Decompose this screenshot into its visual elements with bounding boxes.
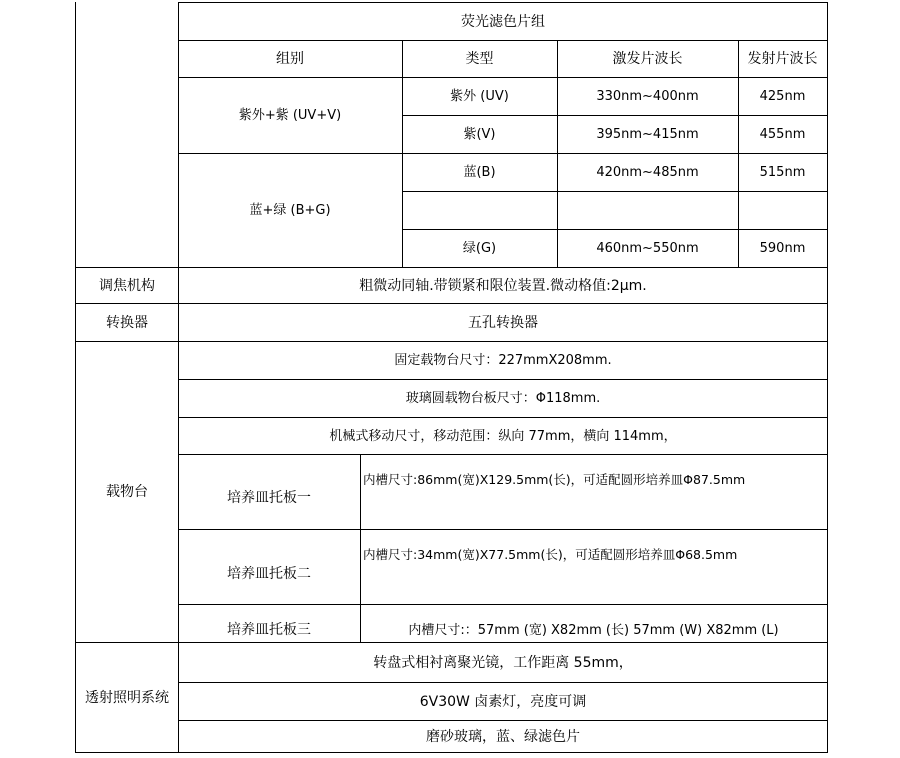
holder-name: 培养皿托板一 (227, 490, 311, 506)
holder-value: 内槽尺寸:86mm(宽)X129.5mm(长)，可适配圆形培养皿Φ87.5mm (363, 471, 746, 487)
rule (178, 529, 828, 530)
type-cell: 紫外 (UV) (450, 89, 509, 104)
value-focus: 粗微动同轴.带锁紧和限位装置.微动格值:2μm. (359, 277, 647, 294)
header-emission: 发射片波长 (747, 51, 818, 67)
rule (75, 752, 828, 753)
holder-value: 内槽尺寸:：57mm (宽) X82mm (长) 57mm (W) X82mm (L) (408, 622, 779, 638)
holder-value: 内槽尺寸:34mm(宽)X77.5mm(长)，可适配圆形培养皿Φ68.5mm (363, 546, 738, 562)
stage-fixed-size: 固定载物台尺寸：227mmX208mm. (394, 353, 612, 368)
type-cell: 绿(G) (462, 241, 497, 256)
illumination-item: 6V30W 卤素灯，亮度可调 (419, 693, 587, 710)
holder-name: 培养皿托板二 (227, 566, 311, 582)
label-illumination: 透射照明系统 (85, 689, 169, 706)
filters-title: 荧光滤色片组 (461, 13, 545, 30)
label-stage: 载物台 (106, 484, 148, 500)
excitation-cell: 330nm~400nm (596, 89, 699, 104)
header-excitation: 激发片波长 (612, 51, 683, 67)
stage-glass-plate: 玻璃圆载物台板尺寸：Φ118mm. (405, 391, 601, 406)
excitation-cell: 395nm~415nm (596, 127, 699, 142)
excitation-cell: 460nm~550nm (596, 241, 699, 256)
label-converter: 转换器 (106, 314, 148, 331)
excitation-cell: 420nm~485nm (596, 165, 699, 180)
rule (178, 454, 828, 455)
illumination-item: 转盘式相衬离聚光镜，工作距离 55mm， (373, 654, 633, 671)
holder-name: 培养皿托板三 (227, 622, 311, 638)
stage-travel: 机械式移动尺寸，移动范围：纵向 77mm，横向 114mm， (329, 428, 677, 444)
excitation-cell (557, 192, 738, 229)
value-converter: 五孔转换器 (468, 314, 538, 331)
rule (178, 604, 828, 605)
emission-cell: 425nm (759, 89, 806, 104)
type-cell: 蓝(B) (463, 165, 496, 180)
emission-cell: 515nm (759, 165, 806, 180)
header-group: 组别 (276, 51, 304, 67)
emission-cell (738, 192, 827, 229)
emission-cell: 590nm (759, 241, 806, 256)
type-cell: 紫(V) (463, 127, 496, 142)
header-type: 类型 (465, 51, 494, 67)
emission-cell: 455nm (759, 127, 806, 142)
group-b-g: 蓝+绿 (B+G) (249, 203, 331, 218)
label-focus: 调焦机构 (99, 277, 155, 294)
type-cell (402, 192, 557, 229)
group-uv-v: 紫外+紫 (UV+V) (238, 108, 342, 123)
illumination-item: 磨砂玻璃，蓝、绿滤色片 (426, 728, 580, 745)
